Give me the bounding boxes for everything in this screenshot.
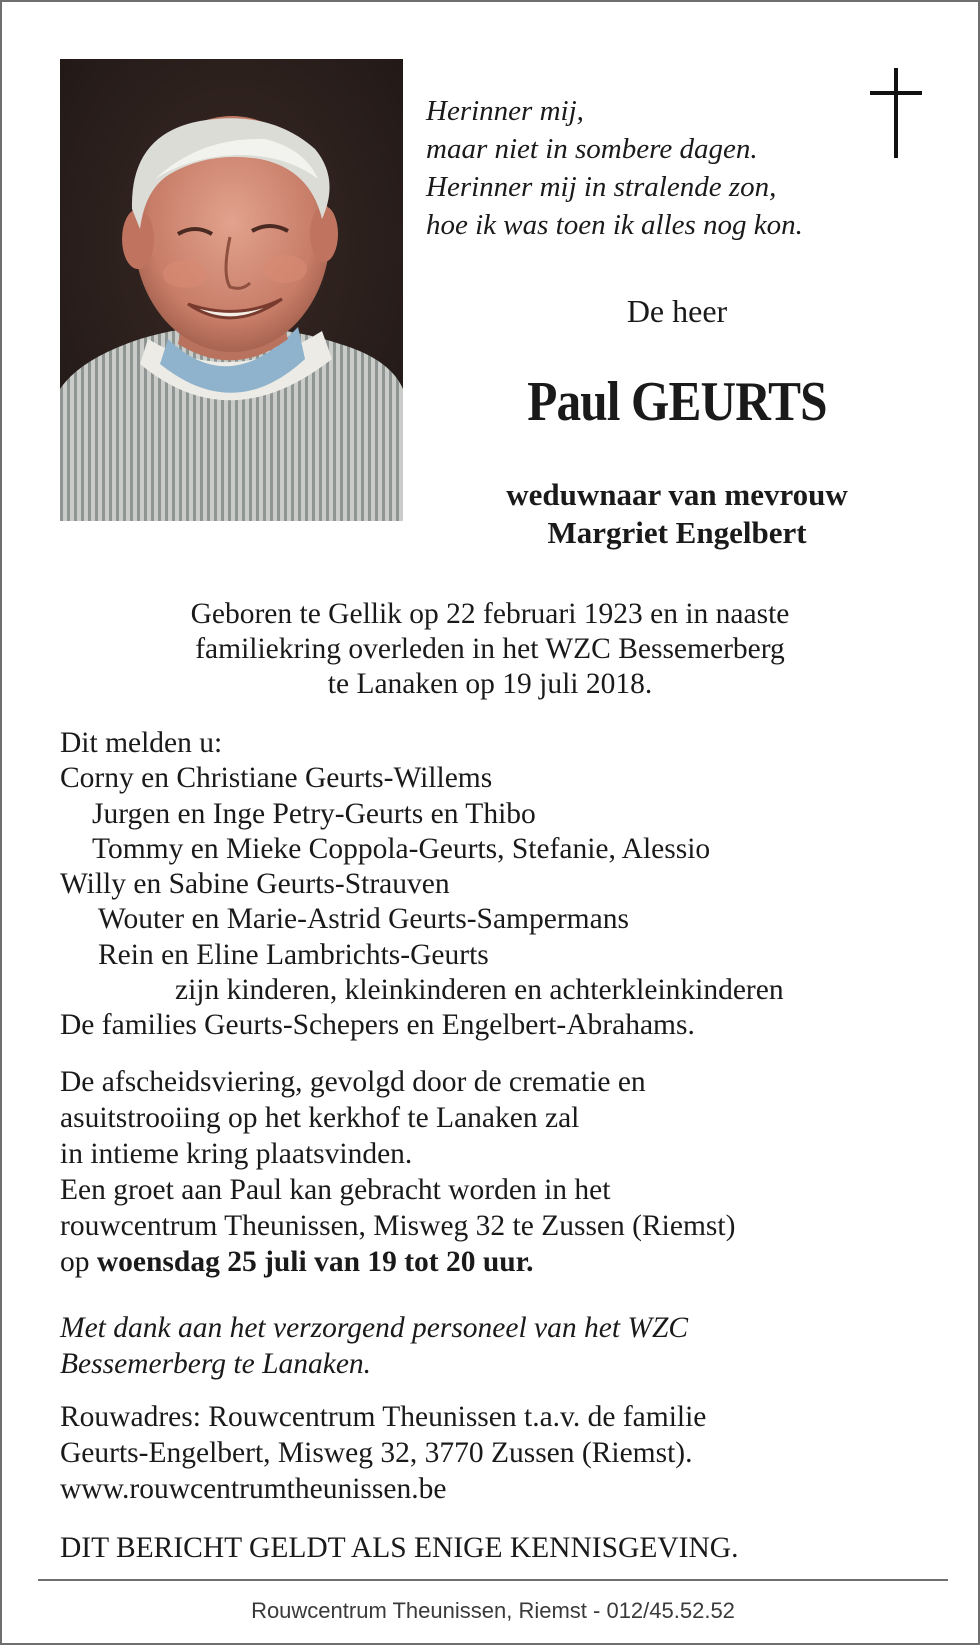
visit-line [60,1244,940,1280]
portrait-photo [60,59,403,521]
poem [426,92,856,244]
poem-line: hoe ik was toen ik alles nog kon. [426,209,803,241]
family-line: Jurgen en Inge Petry-Geurts en Thibo [92,797,536,830]
visit-time: woensdag 25 juli van 19 tot 20 uur. [96,1246,534,1278]
family-line: Tommy en Mieke Coppola-Geurts, Stefanie, Alessio [92,832,711,865]
ceremony-line: rouwcentrum Theunissen, Misweg 32 te Zussen (Riemst) [60,1210,736,1242]
thanks-text [60,1310,940,1382]
widower-line: weduwnaar van mevrouw [506,477,848,512]
address-line: Rouwadres: Rouwcentrum Theunissen t.a.v. de familie [60,1401,707,1433]
poem-line: Herinner mij in stralende zon, [426,171,777,203]
birth-death-text [60,597,920,702]
family-line: Dit melden u: [60,727,223,759]
mourning-address [60,1399,940,1507]
family-line: Rein en Eline Lambrichts-Geurts [98,938,489,971]
thanks-line: Met dank aan het verzorgend personeel van het WZC [60,1312,689,1344]
spouse-name: Margriet Engelbert [547,515,807,550]
birth-line: Geboren te Gellik op 22 februari 1923 en in naaste [190,598,790,630]
family-list [60,726,960,1044]
deceased-title [432,287,922,552]
deceased-name: Paul GEURTS [527,371,827,433]
ceremony-line: De afscheidsviering, gevolgd door de crematie en [60,1066,646,1098]
ceremony-text [60,1064,940,1280]
ceremony-line: Een groet aan Paul kan gebracht worden in het [60,1174,611,1206]
footer-funeral-home: Rouwcentrum Theunissen, Riemst - 012/45.52.52 [251,1598,735,1623]
family-line: Wouter en Marie-Astrid Geurts-Sampermans [98,903,629,936]
poem-line: maar niet in sombere dagen. [426,133,758,165]
family-line: zijn kinderen, kleinkinderen en achterkleinkinderen [175,974,784,1007]
website-link[interactable]: www.rouwcentrumtheunissen.be [60,1473,447,1505]
birth-line: te Lanaken op 19 juli 2018. [327,668,653,700]
ceremony-line: asuitstrooiing op het kerkhof te Lanaken zal [60,1102,580,1134]
official-notice: DIT BERICHT GELDT ALS ENIGE KENNISGEVING. [60,1532,739,1564]
birth-line: familiekring overleden in het WZC Bessemerberg [195,633,785,665]
address-line: Geurts-Engelbert, Misweg 32, 3770 Zussen (Riemst). [60,1437,693,1469]
salutation: De heer [626,293,728,329]
family-line: De families Geurts-Schepers en Engelbert-Abrahams. [60,1009,695,1042]
visit-prefix: op [60,1246,97,1278]
family-line: Willy en Sabine Geurts-Strauven [60,868,450,901]
cross-icon [866,64,926,164]
poem-line: Herinner mij, [426,95,584,127]
thanks-line: Bessemerberg te Lanaken. [60,1348,372,1380]
footer-divider [38,1579,948,1581]
ceremony-line: in intieme kring plaatsvinden. [60,1138,413,1170]
family-line: Corny en Christiane Geurts-Willems [60,762,493,795]
widower-of [432,476,922,552]
